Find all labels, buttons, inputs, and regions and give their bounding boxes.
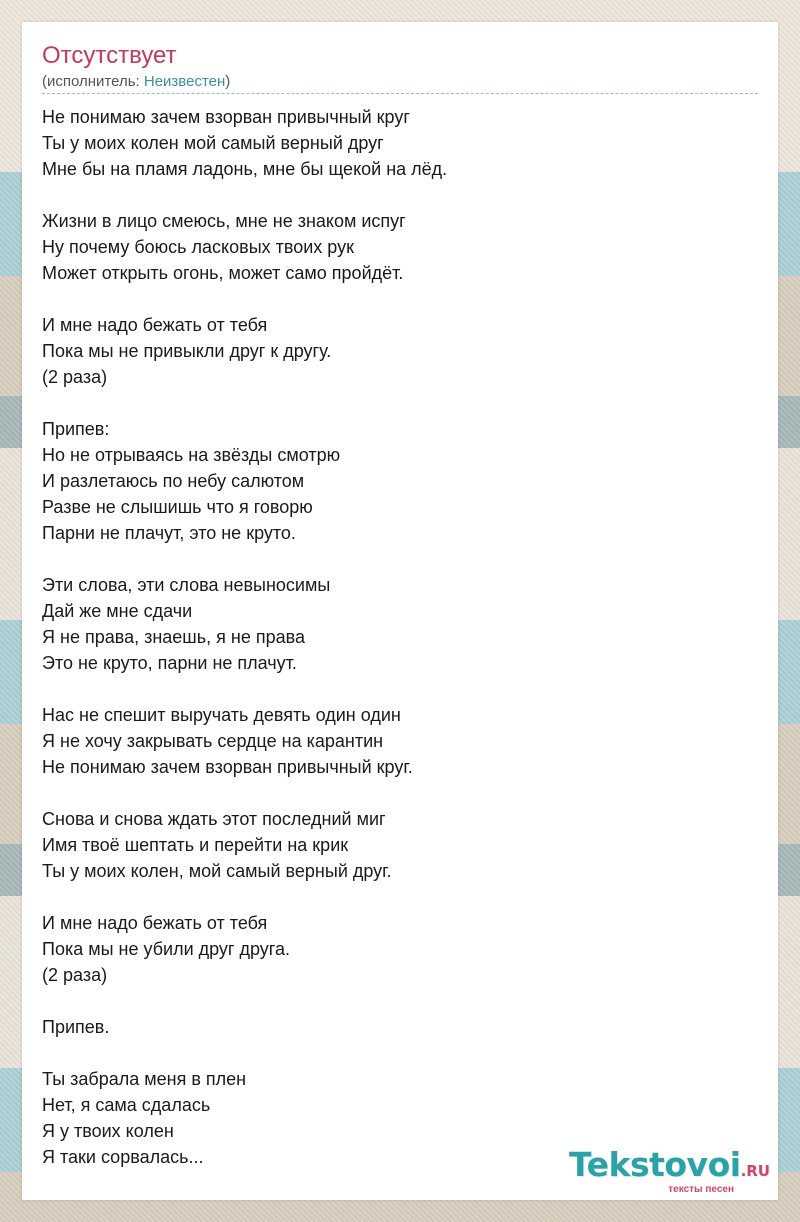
lyric-line: Парни не плачут, это не круто. (42, 523, 296, 543)
lyric-line: Припев: (42, 419, 110, 439)
lyric-line: Я таки сорвалась... (42, 1147, 204, 1167)
lyric-line: Нас не спешит выручать девять один один (42, 705, 401, 725)
lyric-line: Припев. (42, 1017, 110, 1037)
lyric-line (42, 286, 758, 312)
lyric-line: Я у твоих колен (42, 1121, 174, 1141)
logo-tagline: тексты песен (668, 1184, 734, 1195)
lyric-line: И мне надо бежать от тебя (42, 315, 268, 335)
lyric-line: И мне надо бежать от тебя (42, 913, 268, 933)
logo-tld: .RU (740, 1162, 770, 1180)
lyric-line: Но не отрываясь на звёзды смотрю (42, 445, 341, 465)
lyric-line: Мне бы на пламя ладонь, мне бы щекой на лёд. (42, 159, 448, 179)
lyric-line (42, 1040, 758, 1066)
artist-line (42, 73, 230, 91)
lyric-line: Эти слова, эти слова невыносимы (42, 575, 331, 595)
title-divider (42, 93, 758, 94)
lyric-line (42, 390, 758, 416)
logo-name: Tekstovoi (569, 1145, 741, 1184)
lyric-line (42, 546, 758, 572)
lyric-line: Снова и снова ждать этот последний миг (42, 809, 386, 829)
lyric-line: Ты забрала меня в плен (42, 1069, 247, 1089)
artist-suffix: ) (225, 73, 231, 90)
lyric-line: Дай же мне сдачи (42, 601, 193, 621)
site-logo[interactable] (569, 1145, 770, 1196)
lyric-line (42, 884, 758, 910)
logo-wordmark (569, 1145, 770, 1188)
lyric-line: Имя твоё шептать и перейти на крик (42, 835, 349, 855)
artist-link[interactable]: Неизвестен (143, 73, 226, 90)
lyrics-text (42, 104, 758, 1170)
lyric-line: Не понимаю зачем взорван привычный круг (42, 107, 410, 127)
lyric-line: Нет, я сама сдалась (42, 1095, 211, 1115)
lyric-line: Ты у моих колен, мой самый верный друг. (42, 861, 392, 881)
lyric-line: И разлетаюсь по небу салютом (42, 471, 305, 491)
lyric-line: Может открыть огонь, может само пройдёт. (42, 263, 404, 283)
lyric-line: Я не хочу закрывать сердце на карантин (42, 731, 384, 751)
lyrics-card (22, 22, 778, 1200)
lyric-line: Это не круто, парни не плачут. (42, 653, 297, 673)
lyric-line: Ты у моих колен мой самый верный друг (42, 133, 384, 153)
lyric-line: Пока мы не убили друг друга. (42, 939, 290, 959)
lyric-line (42, 988, 758, 1014)
lyric-line: Пока мы не привыкли друг к другу. (42, 341, 332, 361)
lyric-line (42, 676, 758, 702)
lyric-line (42, 182, 758, 208)
lyric-line: Я не права, знаешь, я не права (42, 627, 305, 647)
song-title: Отсутствует (42, 42, 177, 69)
lyric-line (42, 780, 758, 806)
lyric-line: Жизни в лицо смеюсь, мне не знаком испуг (42, 211, 406, 231)
lyric-line: (2 раза) (42, 367, 108, 387)
lyric-line: Не понимаю зачем взорван привычный круг. (42, 757, 413, 777)
lyric-line: Разве не слышишь что я говорю (42, 497, 313, 517)
lyric-line: Ну почему боюсь ласковых твоих рук (42, 237, 354, 257)
lyric-line: (2 раза) (42, 965, 108, 985)
artist-prefix: (исполнитель: (42, 73, 144, 90)
